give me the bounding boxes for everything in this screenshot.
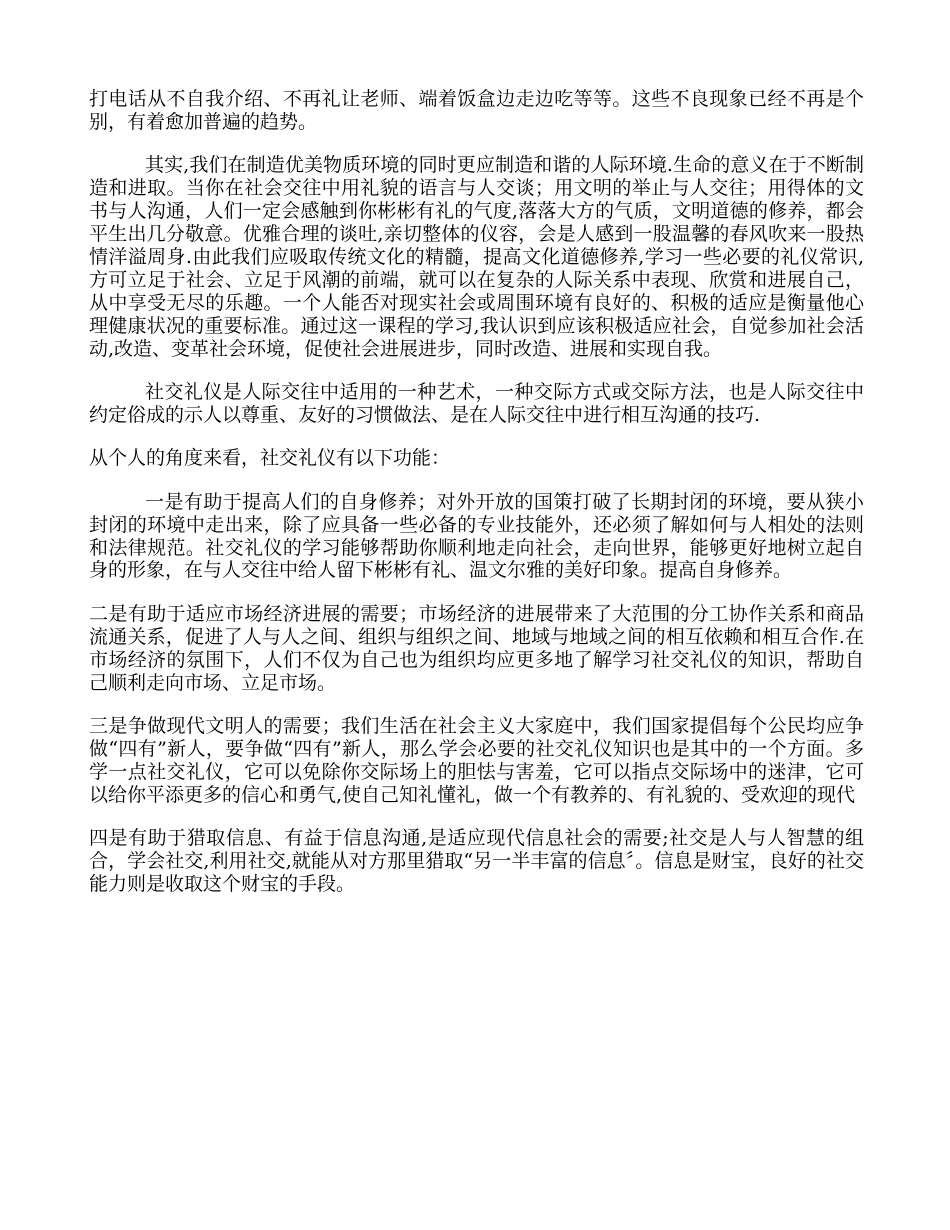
document-page	[89, 88, 864, 916]
paragraph: 社交礼仪是人际交往中适用的一种艺术，一种交际方式或交际方法，也是人际交往中约定俗成的示人以尊重、友好的习惯做法、是在人际交往中进行相互沟通的技巧.	[89, 380, 864, 426]
paragraph: 其实,我们在制造优美物质环境的同时更应制造和谐的人际环境.生命的意义在于不断制造和进取。当你在社会交往中用礼貌的语言与人交谈；用文明的举止与人交往；用得体的文书与人沟通，人们一定会感触到你彬彬有礼的气度,落落大方的气质，文明道德的修养，都会平生出几分敬意。优雅合理的谈吐,亲切整体的仪容，会是人感到一股温馨的春风吹来一股热情洋溢周身.由此我们应吸取传统文化的精髓，提高文化道德修养,学习一些必要的礼仪常识,方可立足于社会、立足于风潮的前端，就可以在复杂的人际关系中表现、欣赏和进展自己，从中享受无尽的乐趣。一个人能否对现实社会或周围环境有良好的、积极的适应是衡量他心理健康状况的重要标准。通过这一课程的学习,我认识到应该积极适应社会，自觉参加社会活动,改造、变革社会环境，促使社会进展进步，同时改造、进展和实现自我。	[89, 154, 864, 360]
paragraph: 打电话从不自我介绍、不再礼让老师、端着饭盒边走边吃等等。这些不良现象已经不再是个别，有着愈加普遍的趋势。	[89, 88, 864, 133]
paragraph: 二是有助于适应市场经济进展的需要；市场经济的进展带来了大范围的分工协作关系和商品流通关系，促进了人与人之间、组织与组织之间、地域与地域之间的相互依赖和相互合作.在市场经济的氛围下，人们不仅为自己也为组织均应更多地了解学习社交礼仪的知识，帮助自己顺利走向市场、立足市场。	[89, 602, 864, 694]
paragraph: 一是有助于提高人们的自身修养；对外开放的国策打破了长期封闭的环境，要从狭小封闭的环境中走出来，除了应具备一些必备的专业技能外，还必须了解如何与人相处的法则和法律规范。社交礼仪的学习能够帮助你顺利地走向社会，走向世界，能够更好地树立起自身的形象，在与人交往中给人留下彬彬有礼、温文尔雅的美好印象。提高自身修养。	[89, 490, 864, 582]
paragraph: 三是争做现代文明人的需要；我们生活在社会主义大家庭中，我们国家提倡每个公民均应争做“四有”新人，要争做“四有”新人，那么学会必要的社交礼仪知识也是其中的一个方面。多学一点社交礼仪，它可以免除你交际场上的胆怯与害羞，它可以指点交际场中的迷津，它可以给你平添更多的信心和勇气,使自己知礼懂礼，做一个有教养的、有礼貌的、受欢迎的现代	[89, 714, 864, 806]
paragraph: 四是有助于猎取信息、有益于信息沟通,是适应现代信息社会的需要;社交是人与人智慧的组合，学会社交,利用社交,就能从对方那里猎取“另一半丰富的信息〞。信息是财宝，良好的社交能力则是收取这个财宝的手段。	[89, 827, 864, 895]
paragraph: 从个人的角度来看，社交礼仪有以下功能：	[89, 447, 451, 470]
